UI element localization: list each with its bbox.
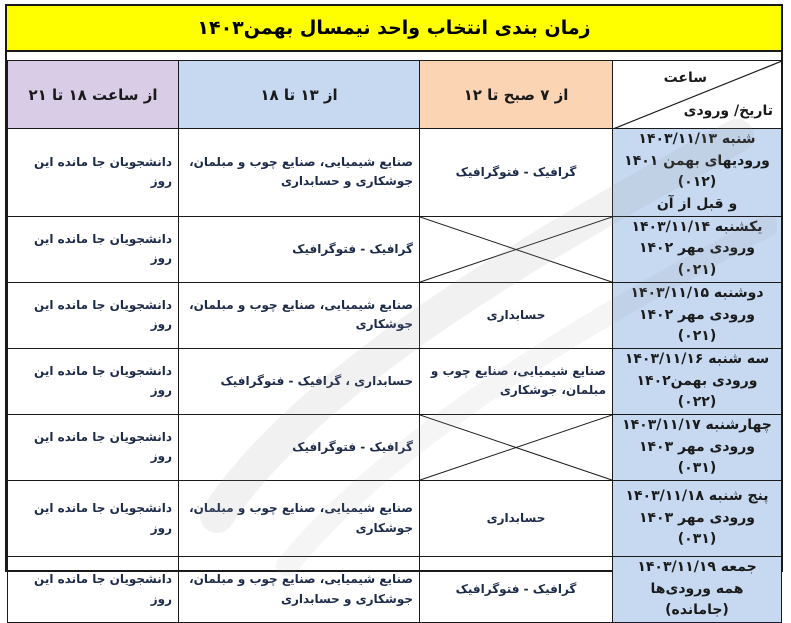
morning-cell: گرافیک - فتوگرافیک: [420, 557, 613, 623]
header-morning: از ۷ صبح تا ۱۲: [420, 61, 613, 129]
evening-cell: دانشجویان جا مانده این روز: [8, 481, 179, 557]
evening-cell: دانشجویان جا مانده این روز: [8, 414, 179, 480]
schedule-sheet: [5, 4, 783, 619]
morning-cell-crossed: [420, 414, 613, 480]
date-line: چهارشنبه ۱۴۰۳/۱۱/۱۷: [622, 416, 772, 433]
table-row: [8, 129, 782, 217]
afternoon-cell: صنایع شیمیایی، صنایع چوب و مبلمان، جوشکاری: [179, 282, 420, 348]
date-line: پنج شنبه ۱۴۰۳/۱۱/۱۸: [625, 487, 769, 504]
afternoon-cell: گرافیک - فتوگرافیک: [179, 216, 420, 282]
morning-cell: حسابداری: [420, 481, 613, 557]
date-line: ورودی بهمن۱۴۰۲ (۰۲۲): [636, 372, 758, 411]
table-row: [8, 557, 782, 623]
table-row: [8, 282, 782, 348]
cross-out-icon: [420, 217, 612, 282]
date-line: همه ورودی‌ها (جامانده): [650, 580, 744, 619]
date-line: ورودیهای بهمن ۱۴۰۱ (۰۱۲): [624, 152, 770, 191]
date-line: جمعه ۱۴۰۳/۱۱/۱۹: [637, 559, 757, 575]
corner-date-label: تاریخ/ ورودی: [683, 102, 773, 119]
afternoon-cell: صنایع شیمیایی، صنایع چوب و مبلمان، جوشکاری و حسابداری: [179, 129, 420, 217]
table-row: [8, 216, 782, 282]
afternoon-cell: صنایع شیمیایی، صنایع چوب و مبلمان، جوشکاری: [179, 481, 420, 557]
date-cell: [613, 414, 782, 480]
table-row: [8, 414, 782, 480]
header-evening: از ساعت ۱۸ تا ۲۱: [8, 61, 179, 129]
evening-cell: دانشجویان جا مانده این روز: [8, 216, 179, 282]
morning-cell: حسابداری: [420, 282, 613, 348]
cross-out-icon: [420, 415, 612, 480]
date-line: ورودی مهر ۱۴۰۳ (۰۳۱): [638, 438, 756, 477]
date-cell: [613, 348, 782, 414]
morning-cell: صنایع شیمیایی، صنایع چوب و مبلمان، جوشکاری: [420, 348, 613, 414]
date-line: دوشنبه ۱۴۰۳/۱۱/۱۵: [630, 284, 764, 301]
evening-cell: دانشجویان جا مانده این روز: [8, 129, 179, 217]
morning-cell: گرافیک - فتوگرافیک: [420, 129, 613, 217]
afternoon-cell: صنایع شیمیایی، صنایع چوب و مبلمان، جوشکاری و حسابداری: [179, 557, 420, 623]
date-cell: [613, 481, 782, 557]
date-line: شنبه ۱۴۰۳/۱۱/۱۳: [638, 131, 756, 147]
date-cell: [613, 282, 782, 348]
corner-time-label: ساعت: [663, 70, 707, 86]
afternoon-cell: گرافیک - فتوگرافیک: [179, 414, 420, 480]
morning-cell-crossed: [420, 216, 613, 282]
evening-cell: دانشجویان جا مانده این روز: [8, 282, 179, 348]
table-row: [8, 481, 782, 557]
date-line: ورودی مهر ۱۴۰۲ (۰۲۱): [638, 306, 756, 345]
date-cell: [613, 129, 782, 217]
header-corner: [613, 61, 782, 129]
date-cell: [613, 216, 782, 282]
title-spacer: [7, 52, 781, 60]
date-line: ورودی مهر ۱۴۰۳ (۰۳۱): [638, 509, 756, 548]
date-line: سه شنبه ۱۴۰۳/۱۱/۱۶: [624, 350, 770, 367]
date-line: و قبل از آن: [656, 196, 738, 213]
date-line: یکشنبه ۱۴۰۳/۱۱/۱۴: [631, 218, 763, 235]
date-cell: [613, 557, 782, 623]
schedule-table: [7, 60, 782, 623]
table-row: [8, 348, 782, 414]
page-title: زمان بندی انتخاب واحد نیمسال بهمن۱۴۰۳: [7, 6, 781, 52]
evening-cell: دانشجویان جا مانده این روز: [8, 557, 179, 623]
header-row: [8, 61, 782, 129]
afternoon-cell: حسابداری ، گرافیک - فتوگرافیک: [179, 348, 420, 414]
date-line: ورودی مهر ۱۴۰۲ (۰۲۱): [638, 240, 756, 279]
evening-cell: دانشجویان جا مانده این روز: [8, 348, 179, 414]
header-afternoon: از ۱۳ تا ۱۸: [179, 61, 420, 129]
